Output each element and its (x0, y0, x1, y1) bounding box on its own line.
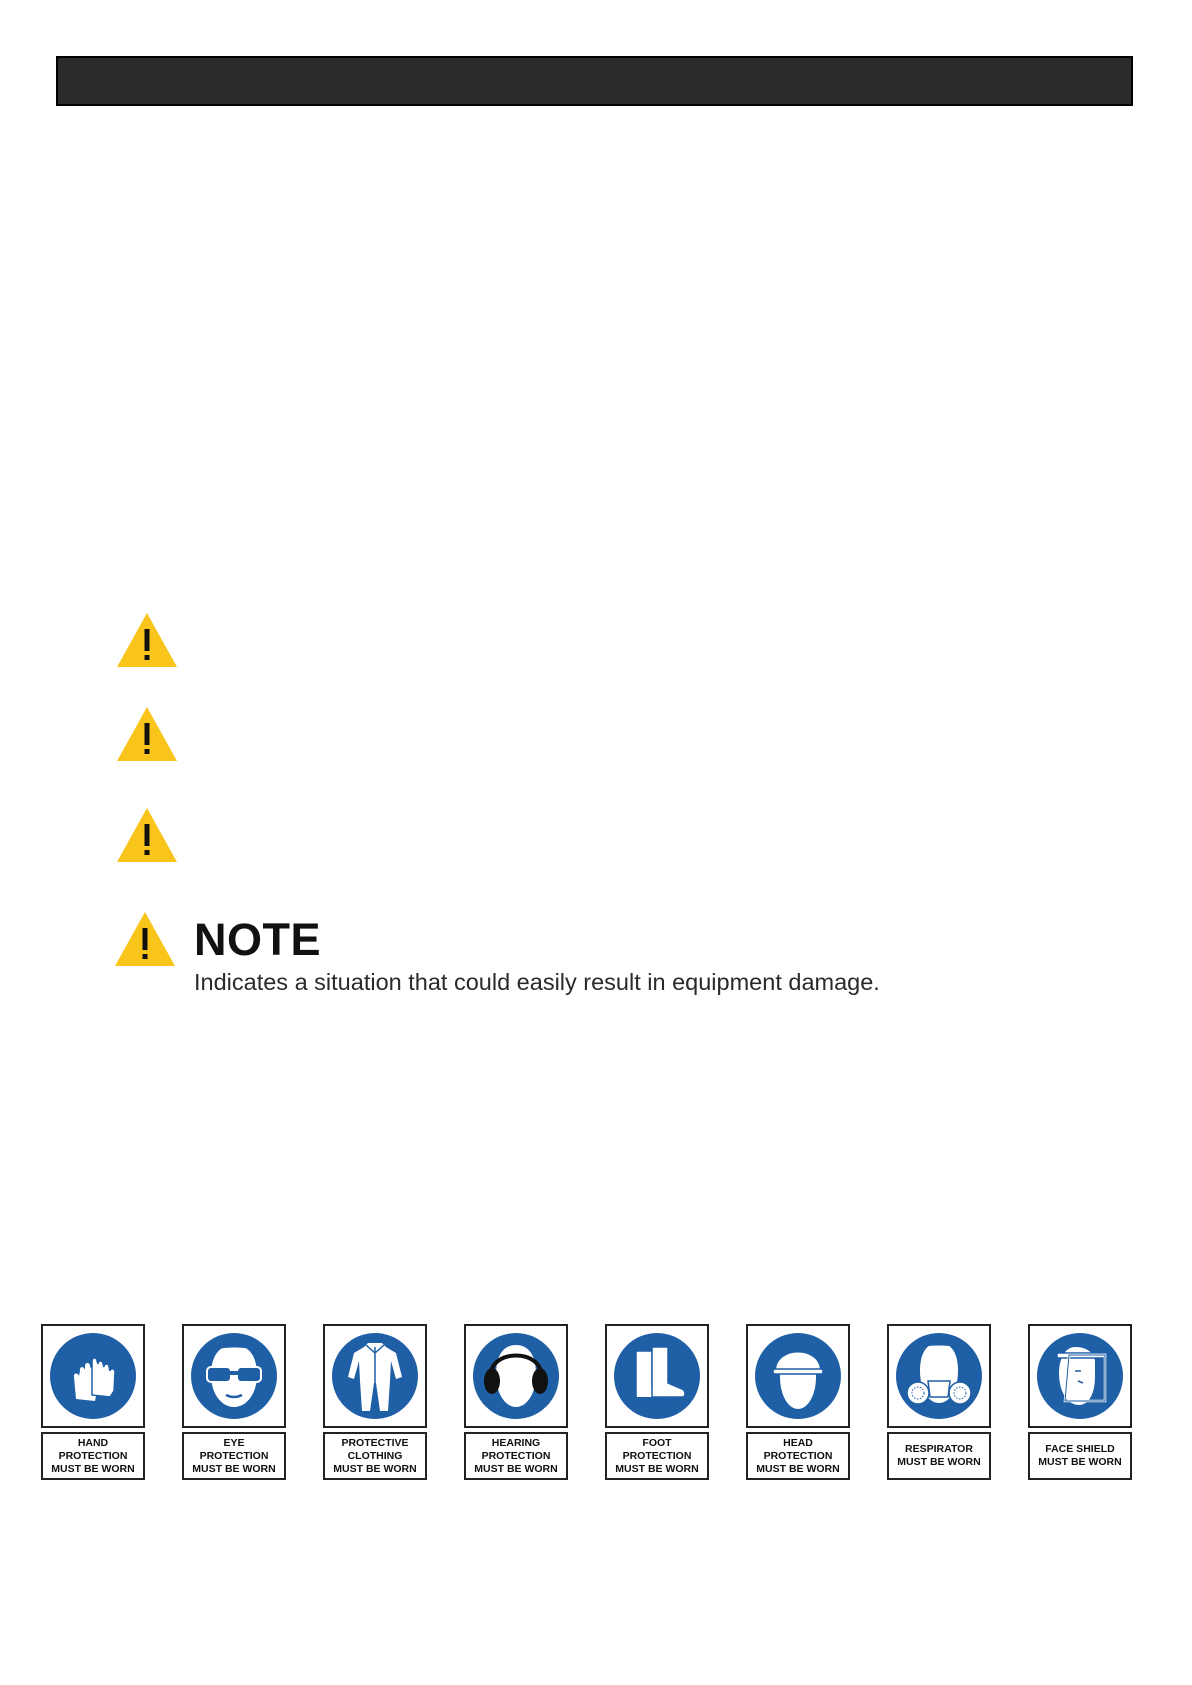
ppe-sign-face-shield (1028, 1324, 1132, 1480)
ppe-sign-clothing (323, 1324, 427, 1480)
boots-icon (605, 1324, 709, 1428)
ppe-sign-label: RESPIRATOR MUST BE WORN (887, 1432, 991, 1480)
respirator-icon (887, 1324, 991, 1428)
note-description: Indicates a situation that could easily result in equipment damage. (194, 969, 880, 995)
ppe-sign-hand (41, 1324, 145, 1480)
note-title: NOTE (194, 914, 322, 965)
ppe-sign-respirator (887, 1324, 991, 1480)
ppe-sign-label: PROTECTIVE CLOTHING MUST BE WORN (323, 1432, 427, 1480)
ppe-sign-label: EYE PROTECTION MUST BE WORN (182, 1432, 286, 1480)
ppe-sign-head (746, 1324, 850, 1480)
ppe-sign-foot (605, 1324, 709, 1480)
coverall-icon (323, 1324, 427, 1428)
earmuffs-icon (464, 1324, 568, 1428)
header-bar (56, 56, 1133, 106)
ppe-sign-label: HAND PROTECTION MUST BE WORN (41, 1432, 145, 1480)
ppe-sign-label: HEAD PROTECTION MUST BE WORN (746, 1432, 850, 1480)
ppe-sign-label: FACE SHIELD MUST BE WORN (1028, 1432, 1132, 1480)
warning-triangle-icon (113, 910, 177, 968)
ppe-sign-label: FOOT PROTECTION MUST BE WORN (605, 1432, 709, 1480)
ppe-sign-row (0, 1324, 1192, 1482)
goggles-icon (182, 1324, 286, 1428)
ppe-sign-eye (182, 1324, 286, 1480)
warning-triangle-icon (115, 806, 179, 864)
ppe-sign-label: HEARING PROTECTION MUST BE WORN (464, 1432, 568, 1480)
gloves-icon (41, 1324, 145, 1428)
warning-triangle-icon (115, 705, 179, 763)
hard-hat-icon (746, 1324, 850, 1428)
ppe-sign-hearing (464, 1324, 568, 1480)
face-shield-icon (1028, 1324, 1132, 1428)
warning-triangle-icon (115, 611, 179, 669)
